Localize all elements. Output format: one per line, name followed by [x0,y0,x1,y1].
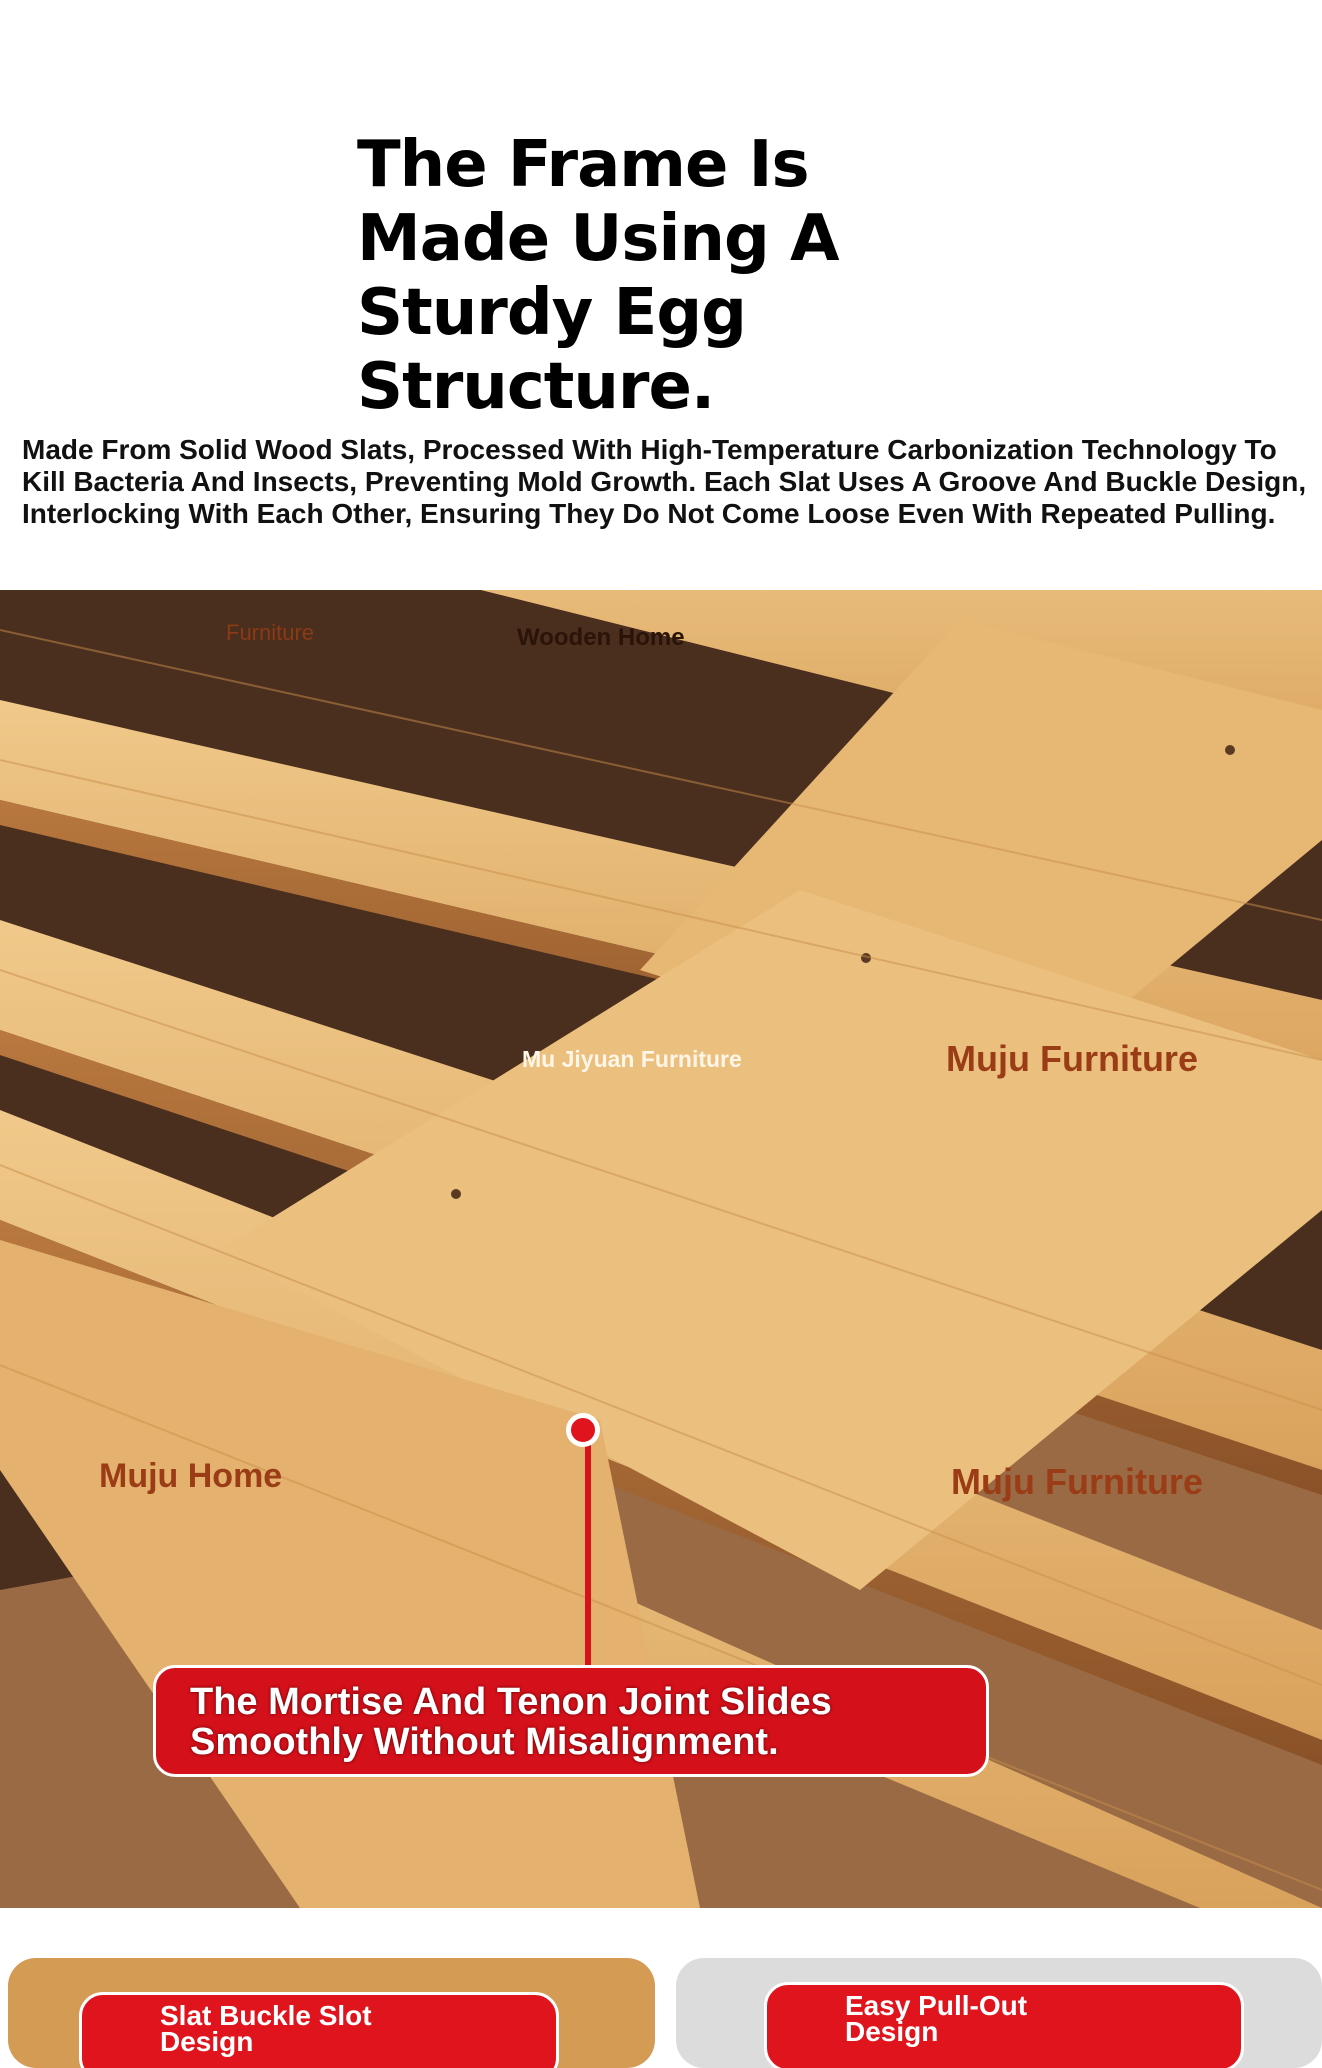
page-title: The Frame Is Made Using A Sturdy Egg Structure. [357,128,839,424]
slat-buckle-label: Slat Buckle Slot Design [79,1992,559,2068]
watermark-muju-furniture-bottom: Muju Furniture [951,1461,1203,1502]
watermark-furniture: Furniture [226,620,315,645]
callout-pointer-dot [566,1413,600,1447]
pull-out-label: Easy Pull-Out Design [764,1982,1244,2068]
mortise-callout: The Mortise And Tenon Joint Slides Smoothly Without Misalignment. [153,1665,989,1777]
callout-pointer-line [585,1433,591,1673]
slat-buckle-card [8,1958,655,2068]
watermark-mu-jiyuan: Mu Jiyuan Furniture [522,1046,742,1072]
pull-out-card [676,1958,1322,2068]
watermark-muju-furniture-top: Muju Furniture [946,1038,1198,1079]
description-text: Made From Solid Wood Slats, Processed With High-Temperature Carbonization Technology To Kill Bacteria And Insects, Preventing Mold Growth. Each Slat Uses A Groove And Buckle Design, Interlocking With Each Other, Ensuring They Do Not Come Loose Even With Repeated Pulling. [22,434,1307,529]
wood-slats-photo [0,590,1322,1908]
watermark-muju-home: Muju Home [99,1457,283,1495]
watermark-wooden-home: Wooden Home [517,624,685,651]
